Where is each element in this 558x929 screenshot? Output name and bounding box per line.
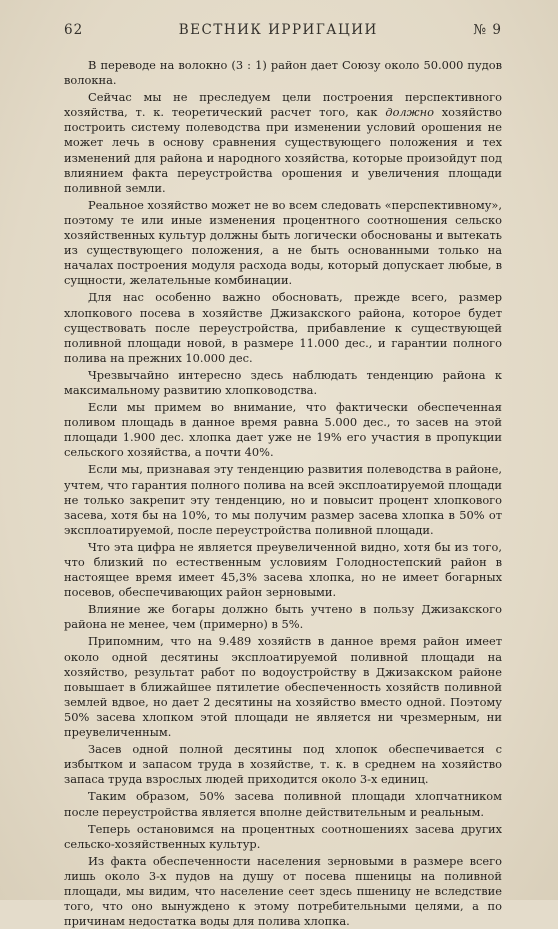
paragraph: Если мы, признавая эту тенденцию развития полеводства в районе, учтем, что гарантия полного полива на всей эксплоатируемой площади не только закрепит эту тенденцию, но и повысит процент хлопкового засева, хотя бы на 10%, то мы получим размер засева хлопка в 50% от эксплоатируемой, после переустройства поливной площади. (64, 462, 502, 537)
paragraph: Для нас особенно важно обосновать, прежде всего, размер хлопкового посева в хозяйстве Джизакского района, которое будет существовать после переустройства, прибавление к существующей поливной площади новой, в размере 11.000 дес., и гарантии полного полива на прежних 10.000 дес. (64, 290, 502, 365)
paragraph-text: хозяйство построить систему полеводства при изменении условий орошения не может лечь в основу сравнения существующего положения и тех изменений для района и народного хозяйства, которые произойдут под влиянием факта переустройства орошения и увеличения площади поливной земли. (64, 105, 502, 195)
paragraph: Что эта цифра не является преувеличенной видно, хотя бы из того, что близкий по естественным условиям Голодностепский район в настоящее время имеет 45,3% засева хлопка, но не имеет богарных посевов, обеспечивающих район зерновыми. (64, 539, 502, 600)
issue-number: № 9 (473, 22, 502, 38)
paragraph: Реальное хозяйство может не во всем следовать «перспективному», поэтому те или иные изменения процентного соотношения сельско хозяйственных культур должны быть логически обоснованы и вытекать из существующего положения, а не быть основанными только на началах построения модуля расхода воды, который допускает любые, в сущности, желательные комбинации. (64, 197, 502, 288)
page-header (64, 22, 502, 38)
journal-title: ВЕСТНИК ИРРИГАЦИИ (178, 22, 378, 38)
page-number: 62 (64, 22, 84, 38)
paragraph: В переводе на волокно (3 : 1) район дает Союзу около 50.000 пудов волокна. (64, 58, 502, 88)
emphasized-word: должно (385, 105, 434, 120)
paragraph (64, 90, 502, 196)
paragraph: Теперь остановимся на процентных соотношениях засева других сельско-хозяйственных культур. (64, 821, 502, 851)
paragraph: Влияние же богары должно быть учтено в пользу Джизакского района не менее, чем (примерно) в 5%. (64, 602, 502, 632)
paragraph: Если мы примем во внимание, что фактически обеспеченная поливом площадь в данное время равна 5.000 дес., то засев на этой площади 1.900 дес. хлопка дает уже не 19% его участия в пропукции сельского хозяйства, а почти 40%. (64, 400, 502, 460)
paragraph: Чрезвычайно интересно здесь наблюдать тенденцию района к максимальному развитию хлопководства. (64, 367, 502, 397)
article-body (64, 58, 502, 929)
paragraph: Таким образом, 50% засева поливной площади хлопчатником после переустройства является вполне действительным и реальным. (64, 789, 502, 819)
paragraph: Из факта обеспеченности населения зерновыми в размере всего лишь около 3-х пудов на душу от посева пшеницы на поливной площади, мы видим, что население сеет здесь пшеницу не вследствие того, что оно вынуждено к этому потребительными целями, а по причинам недостатка воды для полива хлопка. (64, 853, 502, 929)
paragraph-text: Сейчас мы не преследуем цели построения перспективного хозяйства, т. к. теоретический расчет того, как (64, 90, 502, 120)
paragraph: Припомним, что на 9.489 хозяйств в данное время район имеет около одной десятины эксплоатируемой поливной площади на хозяйство, результат работ по водоустройству в Джизакском районе повышает в ближайшее пятилетие обеспеченность хозяйств поливной землей вдвое, но дает 2 десятины на хозяйство вместо одной. Поэтому 50% засева хлопком этой площади не является ни чрезмерным, ни преувеличенным. (64, 634, 502, 740)
paragraph: Засев одной полной десятины под хлопок обеспечивается с избытком и запасом труда в хозяйстве, т. к. в среднем на хозяйство запаса труда взрослых людей приходится около 3-х единиц. (64, 742, 502, 787)
